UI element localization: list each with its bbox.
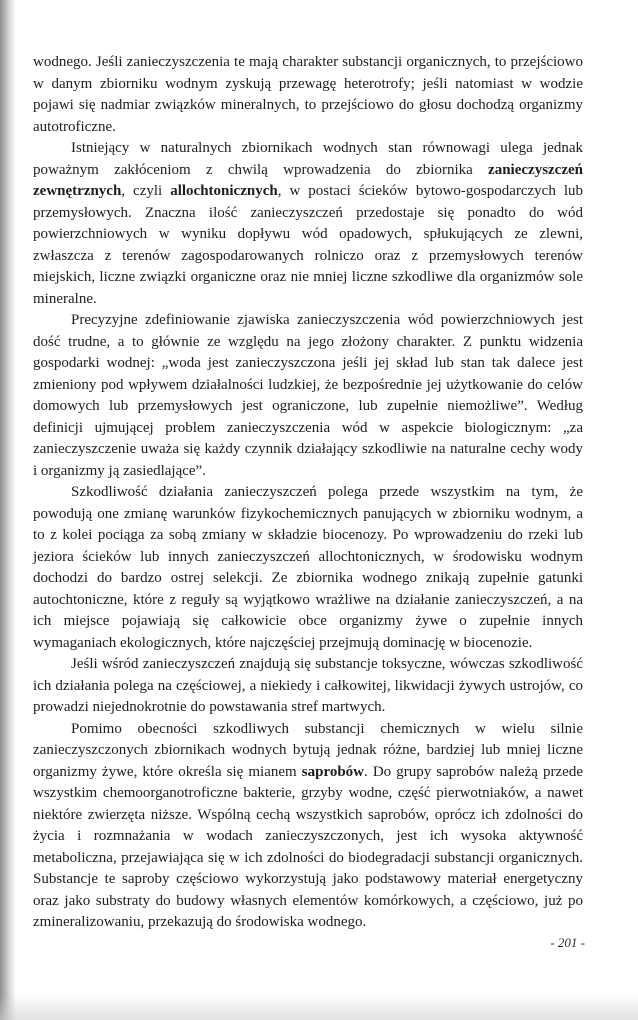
paragraph <box>33 52 583 138</box>
bold-term: zanieczyszczeń zewnętrznych <box>33 161 583 199</box>
paragraph-text: , czyli <box>121 183 171 199</box>
paragraph-text: . Do grupy saprobów należą przede wszystkim chemoorganotroficzne bakterie, grzyby wodne, część pierwotniaków, a nawet niektóre zwierzęta niższe. Wspólną cechą wszystkich saprobów, oprócz ich zdolności do życia i rozmnażania w wodach zanieczyszczonych, jest ich wysoka aktywność metaboliczna, przejawiająca się w ich zdolności do biodegradacji substancji organicznych. Substancje te saproby częściowo wykorzystują jako podstawowy materiał energetyczny oraz jako substraty do budowy własnych elementów komórkowych, a częściowo, już po zmineralizowaniu, przekazują do środowiska wodnego. <box>33 763 583 930</box>
page-edge-shadow <box>0 0 16 1020</box>
bold-term: saprobów <box>301 763 365 780</box>
page-number: - 201 - <box>550 935 585 950</box>
paragraph-text: Pomimo obecności szkodliwych substancji chemicznych w wielu silnie zanieczyszczonych zbiornikach wodnych bytują jednak różne, bardziej lub mniej liczne organizmy żywe, które określa się mianem <box>33 720 583 780</box>
page-bottom-shade <box>0 994 638 1020</box>
paragraph <box>33 719 583 934</box>
bold-term: allochtonicznych <box>170 183 278 199</box>
paragraph <box>33 310 583 482</box>
paragraph-text: Jeśli wśród zanieczyszczeń znajdują się substancje toksyczne, wówczas szkodliwość ich działania polega na częściowej, a niekiedy i całkowitej, likwidacji żywych ustrojów, co prowadzi niejednokrotnie do powstawania stref martwych. <box>33 656 583 715</box>
body-text <box>33 52 583 934</box>
paragraph <box>33 654 583 719</box>
paragraph-text: wodnego. Jeśli zanieczyszczenia te mają charakter substancji organicznych, to przejściowo w danym zbiorniku wodnym zyskują przewagę heterotrofy; jeśli natomiast w wodzie pojawi się nadmiar związków mineralnych, to przejściowo do głosu dochodzą organizmy autotroficzne. <box>33 54 583 135</box>
paragraph <box>33 138 583 310</box>
paragraph-text: Precyzyjne zdefiniowanie zjawiska zanieczyszczenia wód powierzchniowych jest dość trudne, a to głównie ze względu na jego złożony charakter. Z punktu widzenia gospodarki wodnej: „woda jest zanieczyszczona jeśli jej skład lub stan tak dalece jest zmieniony pod wpływem działalności ludzkiej, że bezpośrednie jej użytkowanie do celów domowych lub przemysłowych jest ograniczone, lub zupełnie niemożliwe”. Według definicji ujmującej problem zanieczyszczenia wód w aspekcie biologicznym: „za zanieczyszczenie uważa się każdy czynnik działający szkodliwie na naturalne cechy wody i organizmy ją zasiedlające”. <box>33 312 583 479</box>
paragraph-text: Istniejący w naturalnych zbiornikach wodnych stan równowagi ulega jednak poważnym zakłóceniom z chwilą wprowadzenia do zbiornika <box>33 140 583 178</box>
paragraph-text: , w postaci ścieków bytowo-gospodarczych lub przemysłowych. Znaczna ilość zanieczyszczeń przedostaje się ponadto do wód powierzchniowych w wyniku dopływu wód opadowych, spłukujących ze zlewni, zwłaszcza z terenów zagospodarowanych rolniczo oraz z przemysłowych terenów miejskich, liczne związki organiczne oraz nie mniej liczne szkodliwe dla organizmów sole mineralne. <box>33 183 583 307</box>
paragraph-text: Szkodliwość działania zanieczyszczeń polega przede wszystkim na tym, że powodują one zmianę warunków fizykochemicznych panujących w zbiorniku wodnym, a to z kolei pociąga za sobą zmiany w składzie biocenozy. Po wprowadzeniu do rzeki lub jeziora ścieków lub innych zanieczyszczeń allochtonicznych, w środowisku wodnym dochodzi do bardzo ostrej selekcji. Ze zbiornika wodnego znikają zupełnie gatunki autochtoniczne, które z reguły są wyjątkowo wrażliwe na działanie zanieczyszczeń, a na ich miejsce pojawiają się całkowicie obce organizmy żywe o zupełnie innych wymaganiach ekologicznych, które najczęściej przejmują dominację w biocenozie. <box>33 484 583 651</box>
paragraph <box>33 482 583 654</box>
